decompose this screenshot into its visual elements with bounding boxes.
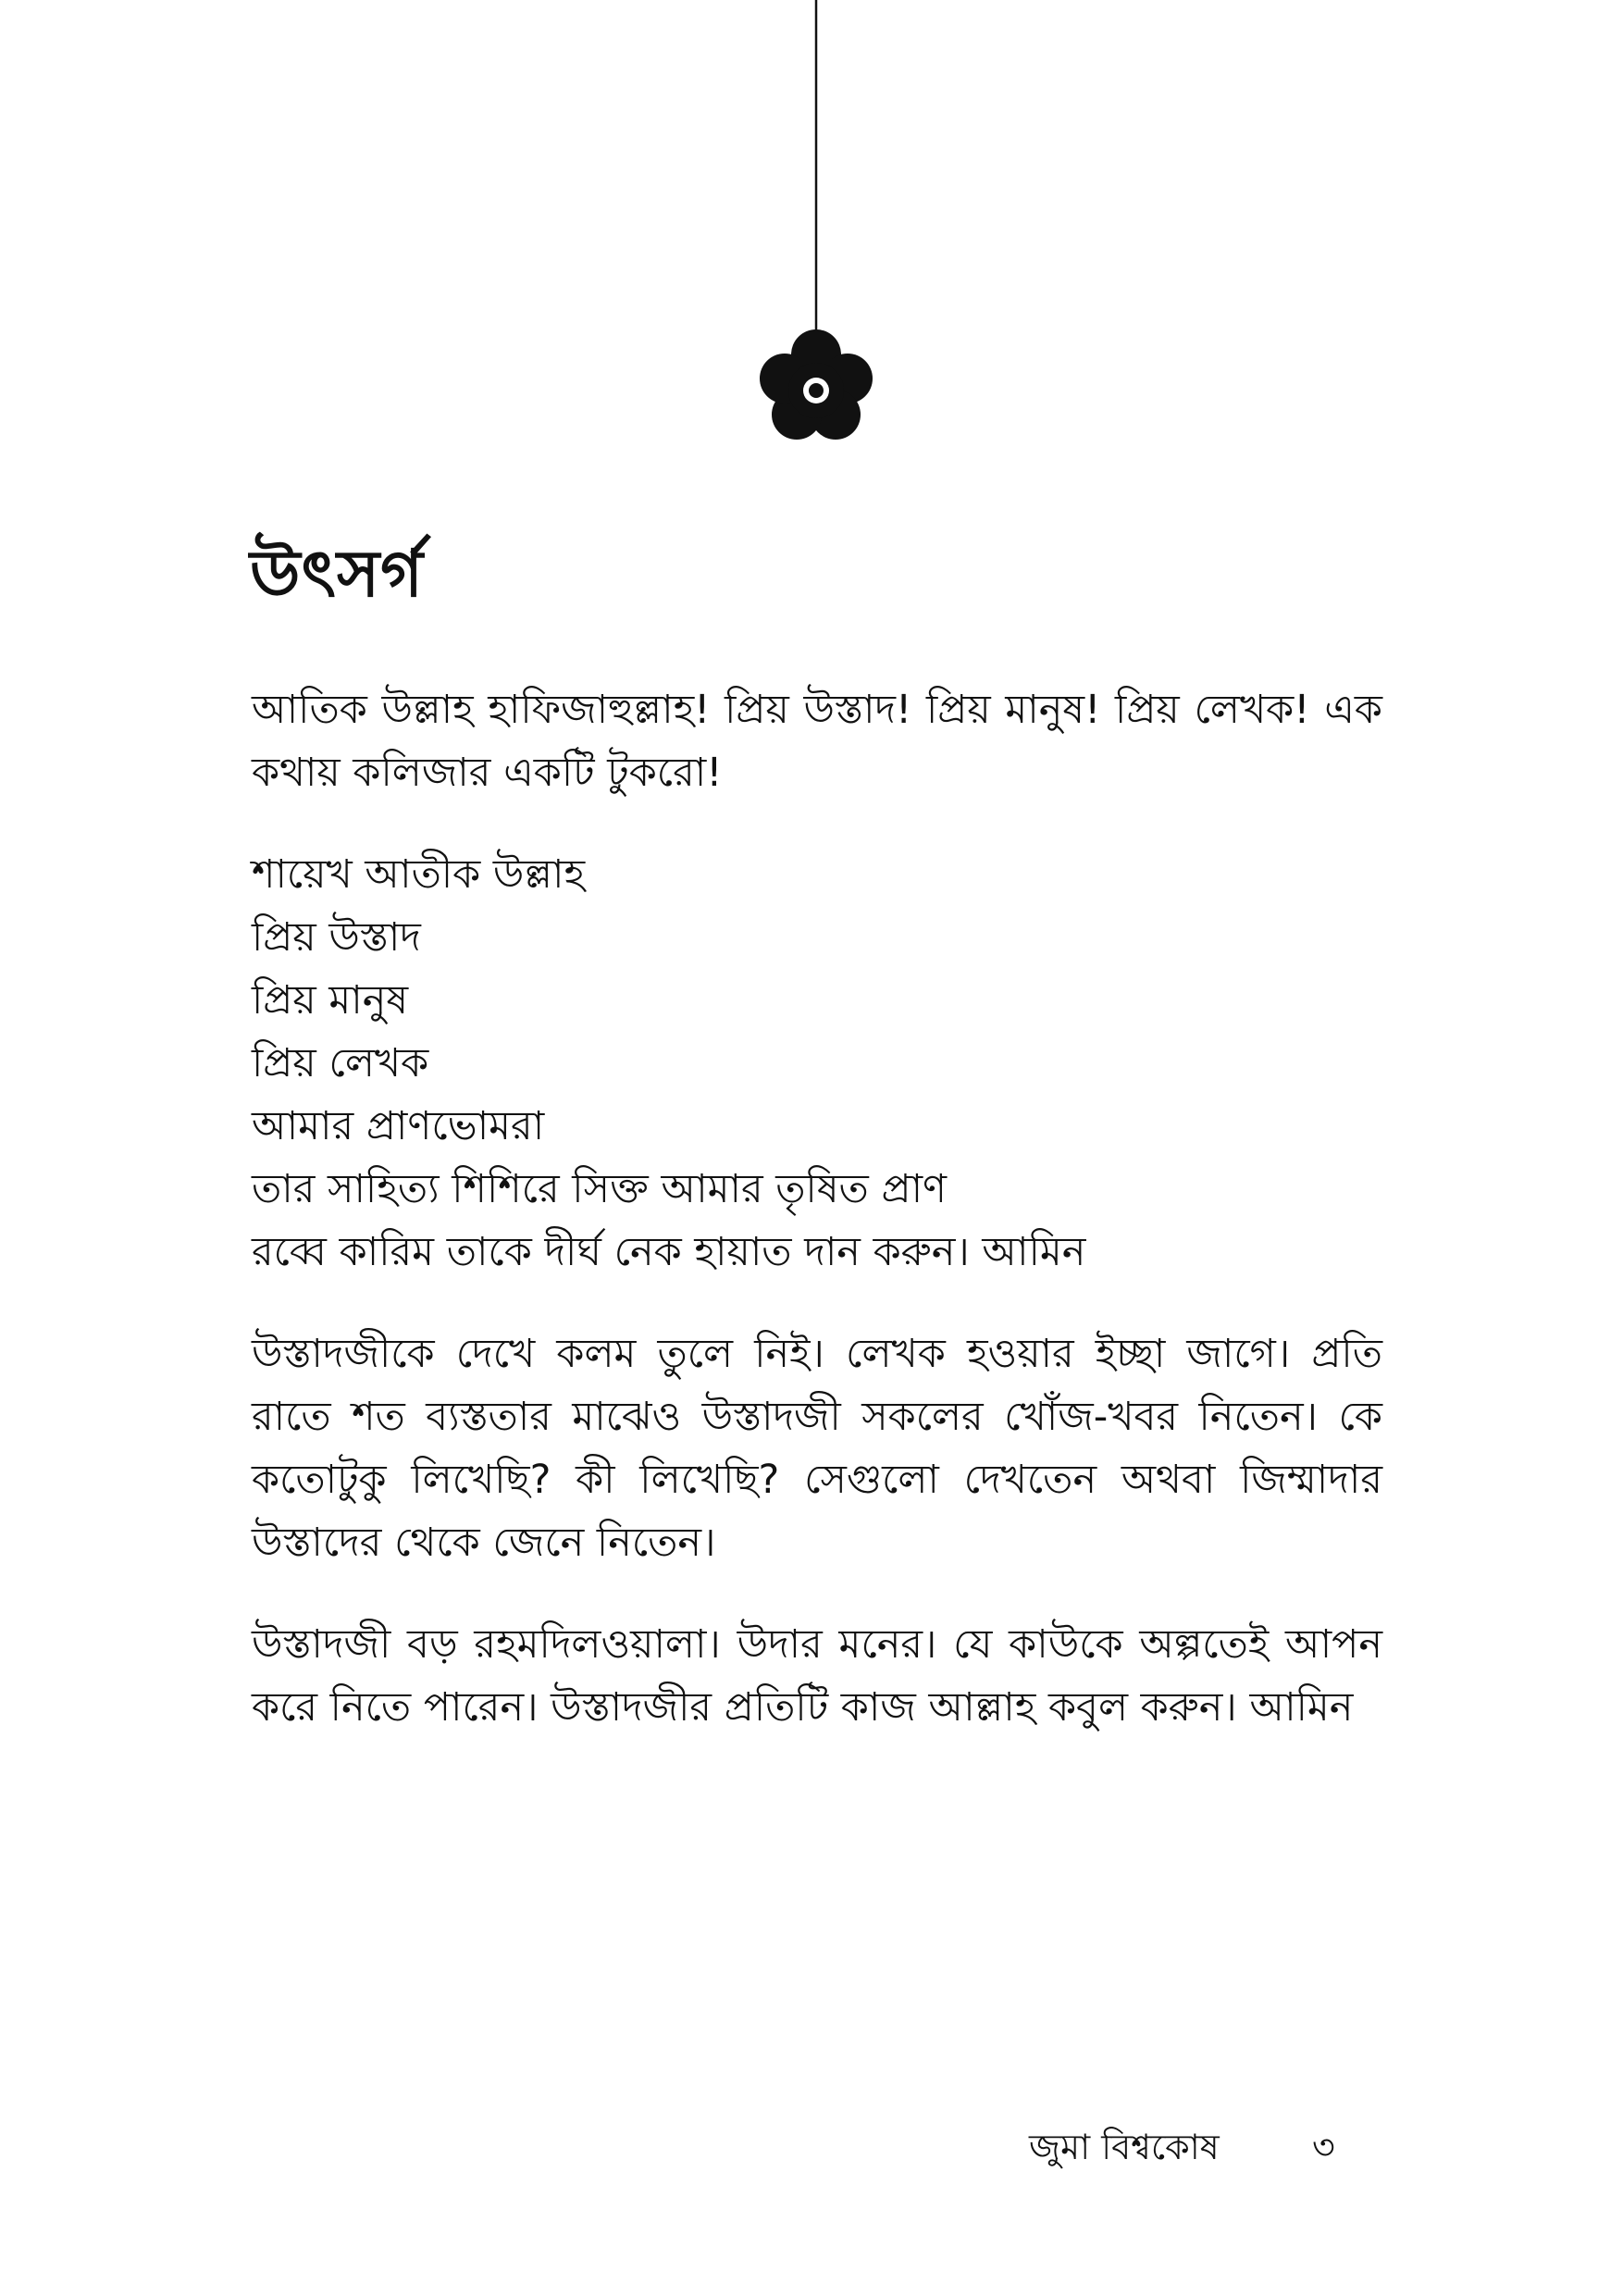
page-number: ৩ xyxy=(1312,2127,1335,2167)
body-paragraph: উস্তাদজী বড় রহমদিলওয়ালা। উদার মনের। যে কাউকে অল্পতেই আপন করে নিতে পারেন। উস্তাদজীর প্রতিটি কাজ আল্লাহ কবুল করুন। আমিন xyxy=(252,1621,1382,1731)
flower-center-dot xyxy=(809,383,824,398)
intro-paragraph: আতিক উল্লাহ হাফিজাহুল্লাহ! প্রিয় উস্তাদ! প্রিয় মানুষ! প্রিয় লেখক! এক কথায় কলিজার একটি টুকরো! xyxy=(252,687,1382,796)
poem-line: প্রিয় লেখক xyxy=(252,1040,429,1086)
poem-line: শায়েখ আতীক উল্লাহ xyxy=(252,851,586,898)
poem-lines xyxy=(252,843,1382,1284)
hanging-flower-icon xyxy=(756,0,876,444)
poem-line: আমার প্রাণভোমরা xyxy=(252,1103,545,1149)
page-title: উৎসর্গ xyxy=(250,536,425,612)
poem-line: তার সাহিত্য শিশিরে সিক্ত আমার তৃষিত প্রাণ xyxy=(252,1166,948,1212)
poem-line: রব্বে কারিম তাকে দীর্ঘ নেক হায়াত দান করুন। আমিন xyxy=(252,1229,1086,1275)
page-footer xyxy=(1018,2119,1351,2175)
dedication-body xyxy=(252,678,1382,1739)
poem-line: প্রিয় মানুষ xyxy=(252,977,409,1024)
body-paragraph: উস্তাদজীকে দেখে কলম তুলে নিই। লেখক হওয়ার ইচ্ছা জাগে। প্রতি রাতে শত ব্যস্ততার মাঝেও উস্তাদজী সকলের খোঁজ-খবর নিতেন। কে কতোটুকু লিখেছি? কী লিখেছি? সেগুলো দেখতেন অথবা জিম্মাদার উস্তাদের থেকে জেনে নিতেন। xyxy=(252,1331,1382,1566)
poem-line: প্রিয় উস্তাদ xyxy=(252,914,421,961)
footer-book-title: জুমা বিশ্বকোষ xyxy=(1029,2127,1220,2167)
